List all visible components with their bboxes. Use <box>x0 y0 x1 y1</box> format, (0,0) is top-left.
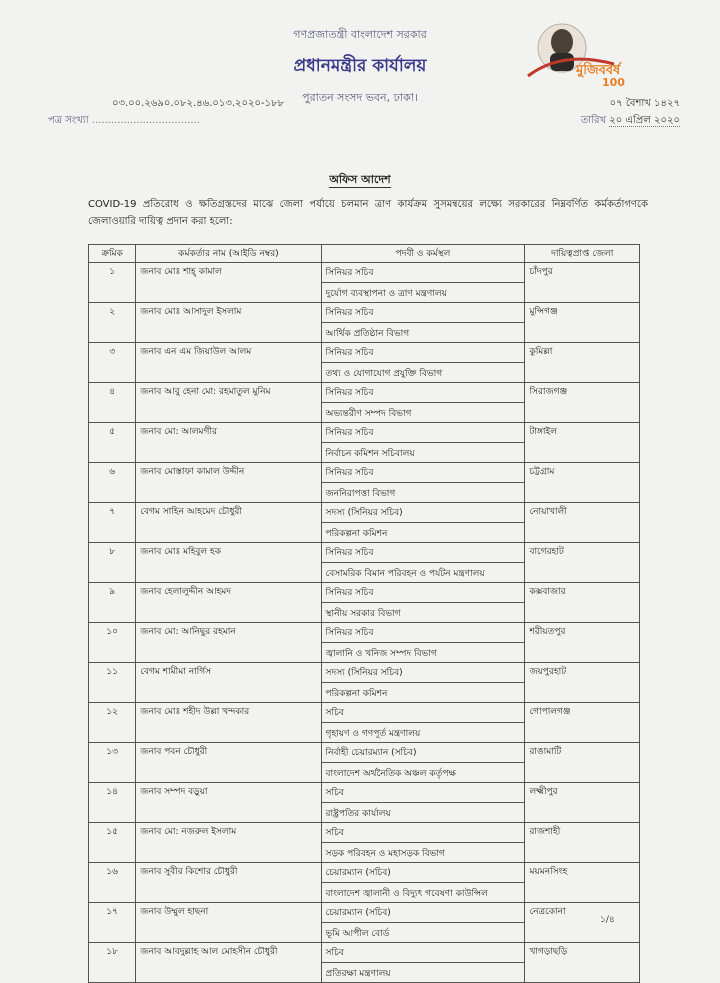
row-officer-name: জনাব সম্পদ বড়ুয়া <box>136 783 321 823</box>
row-designation: সিনিয়র সচিব <box>322 544 525 563</box>
date-gregorian: ২০ এপ্রিল ২০২০ <box>609 115 680 126</box>
table-row <box>89 543 640 583</box>
row-post <box>321 703 525 743</box>
table-row <box>89 663 640 703</box>
memo-dots: .................................. <box>91 115 200 126</box>
table-row <box>89 903 640 943</box>
row-serial: ৫ <box>89 423 136 463</box>
table-row <box>89 303 640 343</box>
row-officer-name: বেগম শামীমা নার্গিস <box>136 663 321 703</box>
row-office: বাংলাদেশ অর্থনৈতিক অঞ্চল কর্তৃপক্ষ <box>325 769 456 779</box>
logo-text: মুজিববর্ষ <box>576 63 621 78</box>
header-post: পদবী ও কর্মস্থল <box>321 245 525 263</box>
row-office: রাষ্ট্রপতির কার্যালয় <box>325 809 391 819</box>
table-row <box>89 503 640 543</box>
row-officer-name: জনাব মো: আলমগীর <box>136 423 321 463</box>
row-district: চট্টগ্রাম <box>525 463 640 503</box>
row-officer-name: জনাব এন এম জিয়াউল আলম <box>136 343 321 383</box>
row-post <box>321 863 525 903</box>
row-serial: ১২ <box>89 703 136 743</box>
date-block <box>510 96 680 130</box>
row-designation: সচিব <box>322 944 525 963</box>
row-officer-name: জনাব আবদুল্লাহ আল মোহসীন চৌধুরী <box>136 943 321 983</box>
header-district: দায়িত্বপ্রাপ্ত জেলা <box>525 245 640 263</box>
header-name: কর্মকর্তার নাম (আইডি নম্বর) <box>136 245 321 263</box>
date-bengali: ০৭ বৈশাখ ১৪২৭ <box>609 98 680 109</box>
notice-title <box>0 168 720 190</box>
row-officer-name: জনাব পবন চৌধুরী <box>136 743 321 783</box>
row-designation: চেয়ারম্যান (সচিব) <box>322 864 525 883</box>
row-post <box>321 743 525 783</box>
row-designation: সিনিয়র সচিব <box>322 424 525 443</box>
row-serial: ৯ <box>89 583 136 623</box>
table-row <box>89 863 640 903</box>
row-designation: সিনিয়র সচিব <box>322 304 525 323</box>
government-name: গণপ্রজাতন্ত্রী বাংলাদেশ সরকার <box>293 28 427 41</box>
row-serial: ১৬ <box>89 863 136 903</box>
row-serial: ৭ <box>89 503 136 543</box>
row-officer-name: জনাব মোঃ আসাদুল ইসলাম <box>136 303 321 343</box>
row-designation: সিনিয়র সচিব <box>322 264 525 283</box>
memo-number: ০৩.০০.২৬৯০.০৮২.৪৬.০১৩.২০২০-১৮৮ <box>112 98 285 109</box>
intro-paragraph: COVID-19 প্রতিরোধ ও ক্ষতিগ্রস্তদের মাঝে জেলা পর্যায়ে চলমান ত্রাণ কার্যক্রম সুসমন্বয়ের লক্ষ্যে সরকারের নিম্নবর্ণিত কর্মকর্তাগণকে জেলাওয়ারি দায়িত্ব প্রদান করা হলো: <box>88 199 648 227</box>
row-serial: ৬ <box>89 463 136 503</box>
date-label: তারিখ <box>580 115 607 126</box>
table-row <box>89 463 640 503</box>
row-post <box>321 943 525 983</box>
row-district: সিরাজগঞ্জ <box>525 383 640 423</box>
row-officer-name: জনাব সুবীর কিশোর চৌধুরী <box>136 863 321 903</box>
row-district: গোপালগঞ্জ <box>525 703 640 743</box>
row-serial: ১০ <box>89 623 136 663</box>
row-district: কক্সবাজার <box>525 583 640 623</box>
row-district: নেত্রকোনা <box>525 903 640 943</box>
memo-label: পত্র সংখ্যা <box>48 115 89 126</box>
officer-roster-table <box>88 244 640 983</box>
row-office: গৃহায়ণ ও গণপূর্ত মন্ত্রণালয় <box>325 729 421 739</box>
row-serial: ১৩ <box>89 743 136 783</box>
row-district: কুমিল্লা <box>525 343 640 383</box>
row-office: তথ্য ও যোগাযোগ প্রযুক্তি বিভাগ <box>325 369 443 379</box>
row-designation: সচিব <box>322 704 525 723</box>
row-office: পরিকল্পনা কমিশন <box>325 529 388 539</box>
mujib-borsho-logo <box>510 12 630 92</box>
row-district: বাগেরহাট <box>525 543 640 583</box>
row-officer-name: জনাব মো: আনিছুর রহমান <box>136 623 321 663</box>
table-row <box>89 743 640 783</box>
row-office: ভূমি আপীল বোর্ড <box>325 929 390 939</box>
row-district: লক্ষ্মীপুর <box>525 783 640 823</box>
row-district: ময়মনসিংহ <box>525 863 640 903</box>
row-post <box>321 583 525 623</box>
row-serial: ২ <box>89 303 136 343</box>
row-post <box>321 303 525 343</box>
row-post <box>321 783 525 823</box>
row-district: নোয়াখালী <box>525 503 640 543</box>
row-office: অভ্যন্তরীণ সম্পদ বিভাগ <box>325 409 412 419</box>
table-row <box>89 383 640 423</box>
row-district: রাঙামাটি <box>525 743 640 783</box>
row-post <box>321 503 525 543</box>
row-designation: সিনিয়র সচিব <box>322 384 525 403</box>
table-row <box>89 783 640 823</box>
row-designation: নির্বাহী চেয়ারম্যান (সচিব) <box>322 744 525 763</box>
row-post <box>321 623 525 663</box>
row-office: দুর্যোগ ব্যবস্থাপনা ও ত্রাণ মন্ত্রণালয় <box>325 289 447 299</box>
row-designation: সদস্য (সিনিয়র সচিব) <box>322 664 525 683</box>
row-officer-name: জনাব মোস্তাফা কামাল উদ্দীন <box>136 463 321 503</box>
row-serial: ১১ <box>89 663 136 703</box>
row-serial: ১৭ <box>89 903 136 943</box>
row-post <box>321 663 525 703</box>
row-office: স্থানীয় সরকার বিভাগ <box>325 609 401 619</box>
row-officer-name: জনাব আবু হেনা মো: রহমাতুল মুনিম <box>136 383 321 423</box>
row-officer-name: জনাব মোঃ শহীদ উল্লা খন্দকার <box>136 703 321 743</box>
row-office: বাংলাদেশ জ্বালানী ও বিদ্যুৎ গবেষণা কাউন্সিল <box>325 889 488 899</box>
logo-number: 100 <box>602 76 625 89</box>
table-row <box>89 423 640 463</box>
page-number: ১/৪ <box>600 915 615 925</box>
table-row <box>89 703 640 743</box>
office-name: প্রধানমন্ত্রীর কার্যালয় <box>293 56 427 76</box>
row-office: নির্বাচন কমিশন সচিবালয় <box>325 449 415 459</box>
row-designation: সিনিয়র সচিব <box>322 344 525 363</box>
row-office: পরিকল্পনা কমিশন <box>325 689 388 699</box>
row-district: জয়পুরহাট <box>525 663 640 703</box>
row-post <box>321 423 525 463</box>
row-serial: ৮ <box>89 543 136 583</box>
row-officer-name: জনাব মো: নজরুল ইসলাম <box>136 823 321 863</box>
row-designation: সিনিয়র সচিব <box>322 584 525 603</box>
row-post <box>321 903 525 943</box>
row-office: বেসামরিক বিমান পরিবহন ও পর্যটন মন্ত্রণালয় <box>325 569 485 579</box>
row-serial: ১ <box>89 263 136 303</box>
row-officer-name: বেগম সাহিন আহমেদ চৌধুরী <box>136 503 321 543</box>
row-post <box>321 383 525 423</box>
notice-title-text: অফিস আদেশ <box>329 173 391 186</box>
table-row <box>89 623 640 663</box>
table-row <box>89 343 640 383</box>
row-serial: ১৮ <box>89 943 136 983</box>
row-officer-name: জনাব হেলালুদ্দীন আহমদ <box>136 583 321 623</box>
table-row <box>89 263 640 303</box>
row-serial: ৪ <box>89 383 136 423</box>
row-post <box>321 263 525 303</box>
row-office: জ্বালানি ও খনিজ সম্পদ বিভাগ <box>325 649 437 659</box>
row-post <box>321 543 525 583</box>
row-serial: ৩ <box>89 343 136 383</box>
office-address: পুরাতন সংসদ ভবন, ঢাকা। <box>302 91 418 104</box>
row-post <box>321 463 525 503</box>
table-row <box>89 583 640 623</box>
row-office: জননিরাপত্তা বিভাগ <box>325 489 396 499</box>
table-header-row <box>89 245 640 263</box>
row-district: টাঙ্গাইল <box>525 423 640 463</box>
row-designation: চেয়ারম্যান (সচিব) <box>322 904 525 923</box>
row-office: সড়ক পরিবহন ও মহাসড়ক বিভাগ <box>325 849 445 859</box>
row-district: শরীয়তপুর <box>525 623 640 663</box>
row-office: প্রতিরক্ষা মন্ত্রণালয় <box>325 969 391 979</box>
row-post <box>321 343 525 383</box>
header-serial: ক্রমিক <box>89 245 136 263</box>
row-officer-name: জনাব মোঃ মহিবুল হক <box>136 543 321 583</box>
row-officer-name: জনাব মোঃ শাহ্ কামাল <box>136 263 321 303</box>
row-designation: সিনিয়র সচিব <box>322 624 525 643</box>
row-serial: ১৪ <box>89 783 136 823</box>
table-body <box>89 263 640 983</box>
table-row <box>89 943 640 983</box>
row-serial: ১৫ <box>89 823 136 863</box>
row-officer-name: জনাব উম্মুল হাছনা <box>136 903 321 943</box>
row-district: রাজশাহী <box>525 823 640 863</box>
memo-number-block <box>48 96 348 130</box>
row-designation: সচিব <box>322 784 525 803</box>
row-office: আর্থিক প্রতিষ্ঠান বিভাগ <box>325 329 410 339</box>
row-designation: সচিব <box>322 824 525 843</box>
row-district: মুন্সিগঞ্জ <box>525 303 640 343</box>
row-post <box>321 823 525 863</box>
table-row <box>89 823 640 863</box>
row-district: চাঁদপুর <box>525 263 640 303</box>
row-district: খাগড়াছড়ি <box>525 943 640 983</box>
row-designation: সিনিয়র সচিব <box>322 464 525 483</box>
row-designation: সদস্য (সিনিয়র সচিব) <box>322 504 525 523</box>
